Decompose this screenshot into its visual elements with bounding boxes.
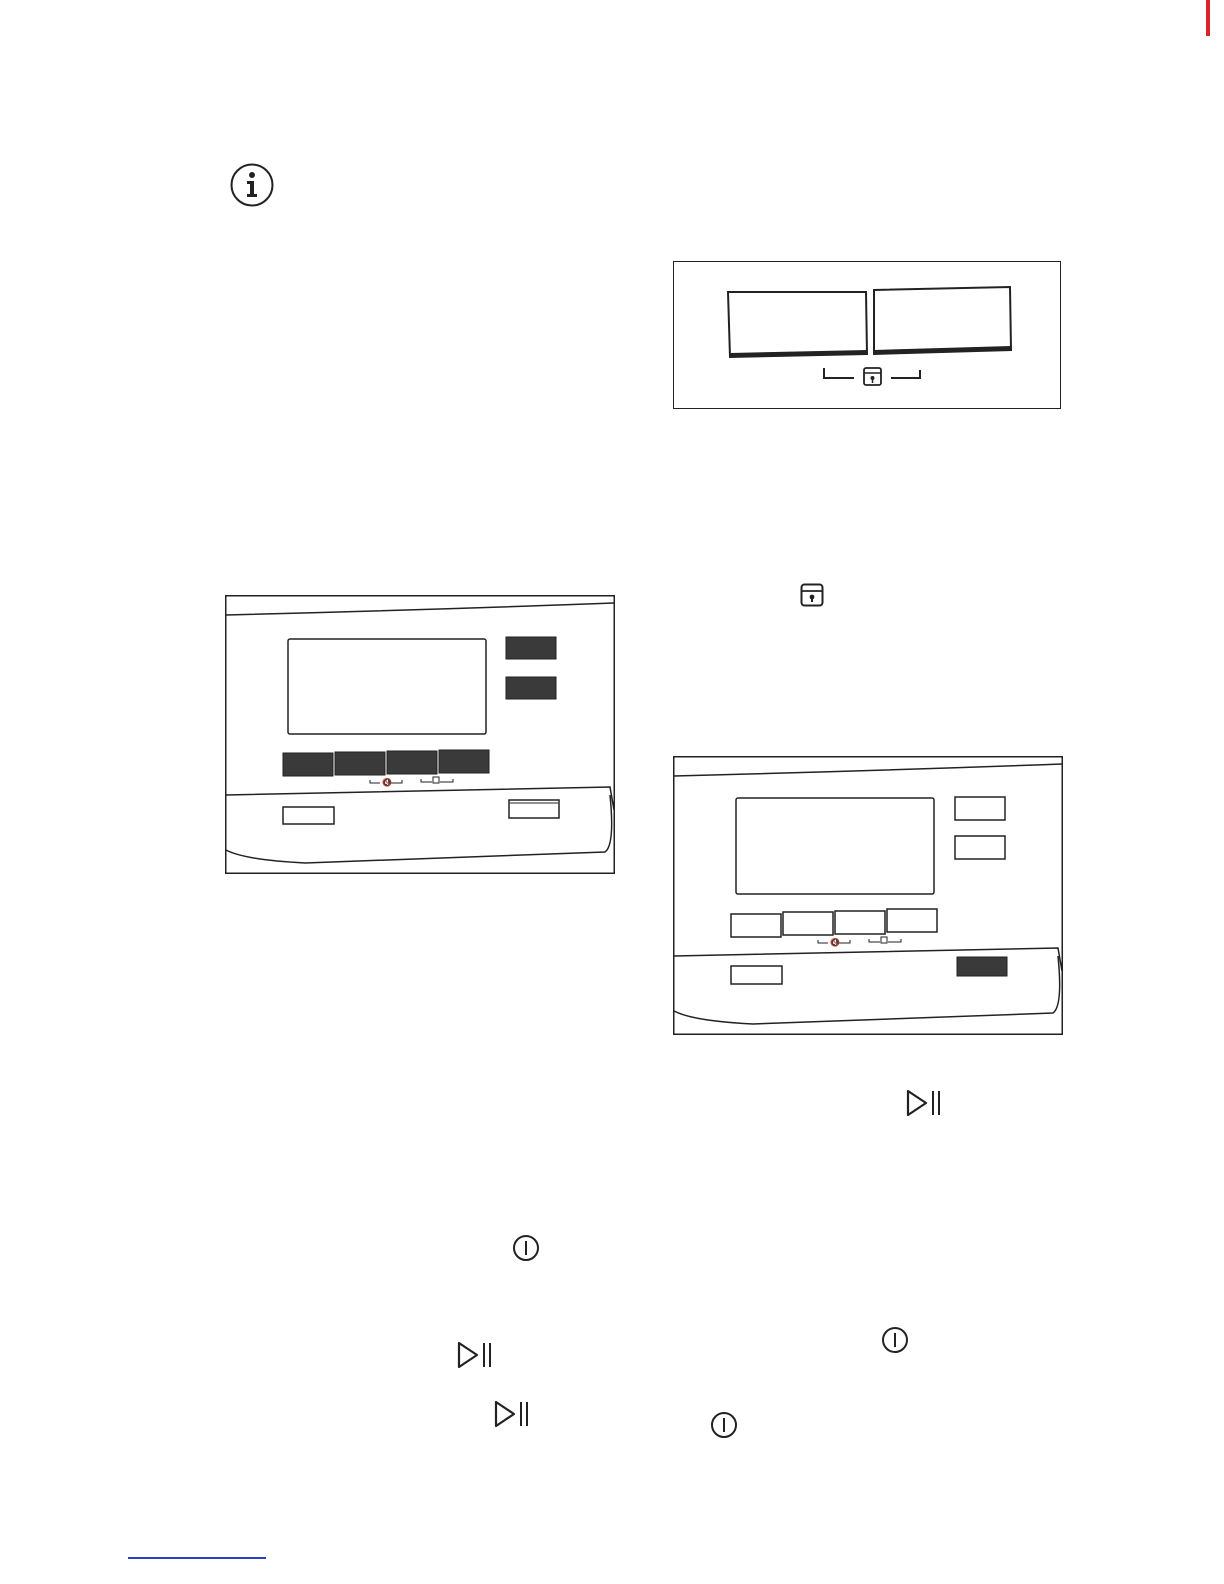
page-edge-marker xyxy=(1206,0,1210,36)
right-top-button xyxy=(955,797,1005,820)
info-icon xyxy=(230,163,274,207)
start-pause-icon xyxy=(457,1341,495,1369)
option-button-2 xyxy=(783,912,833,935)
control-panel-figure-left xyxy=(225,595,615,874)
sound-mute-icon: 🔇 xyxy=(382,778,392,787)
display-drawing xyxy=(674,262,1062,410)
start-pause-icon xyxy=(906,1089,944,1117)
start-pause-button xyxy=(957,957,1007,976)
on-off-button xyxy=(283,807,334,824)
option-button-3 xyxy=(387,751,437,774)
on-off-icon xyxy=(710,1411,738,1439)
sound-mute-icon: 🔇 xyxy=(830,938,840,947)
start-pause-icon xyxy=(494,1400,532,1428)
right-top-button xyxy=(506,637,556,659)
child-lock-display-figure xyxy=(673,261,1061,409)
option-button-4 xyxy=(887,909,937,932)
option-button-4 xyxy=(439,750,489,773)
footer-link-underline[interactable] xyxy=(128,1557,266,1559)
on-off-button xyxy=(731,966,782,984)
control-panel-figure-right xyxy=(673,756,1063,1035)
right-middle-button xyxy=(506,677,556,699)
option-button-3 xyxy=(835,911,885,934)
option-button-1 xyxy=(731,914,781,937)
child-lock-icon xyxy=(864,368,881,385)
option-button-2 xyxy=(335,752,385,775)
option-button-1 xyxy=(283,753,333,776)
on-off-icon xyxy=(881,1326,909,1354)
right-middle-button xyxy=(955,836,1005,859)
on-off-icon xyxy=(512,1234,540,1262)
child-lock-icon xyxy=(800,583,824,607)
